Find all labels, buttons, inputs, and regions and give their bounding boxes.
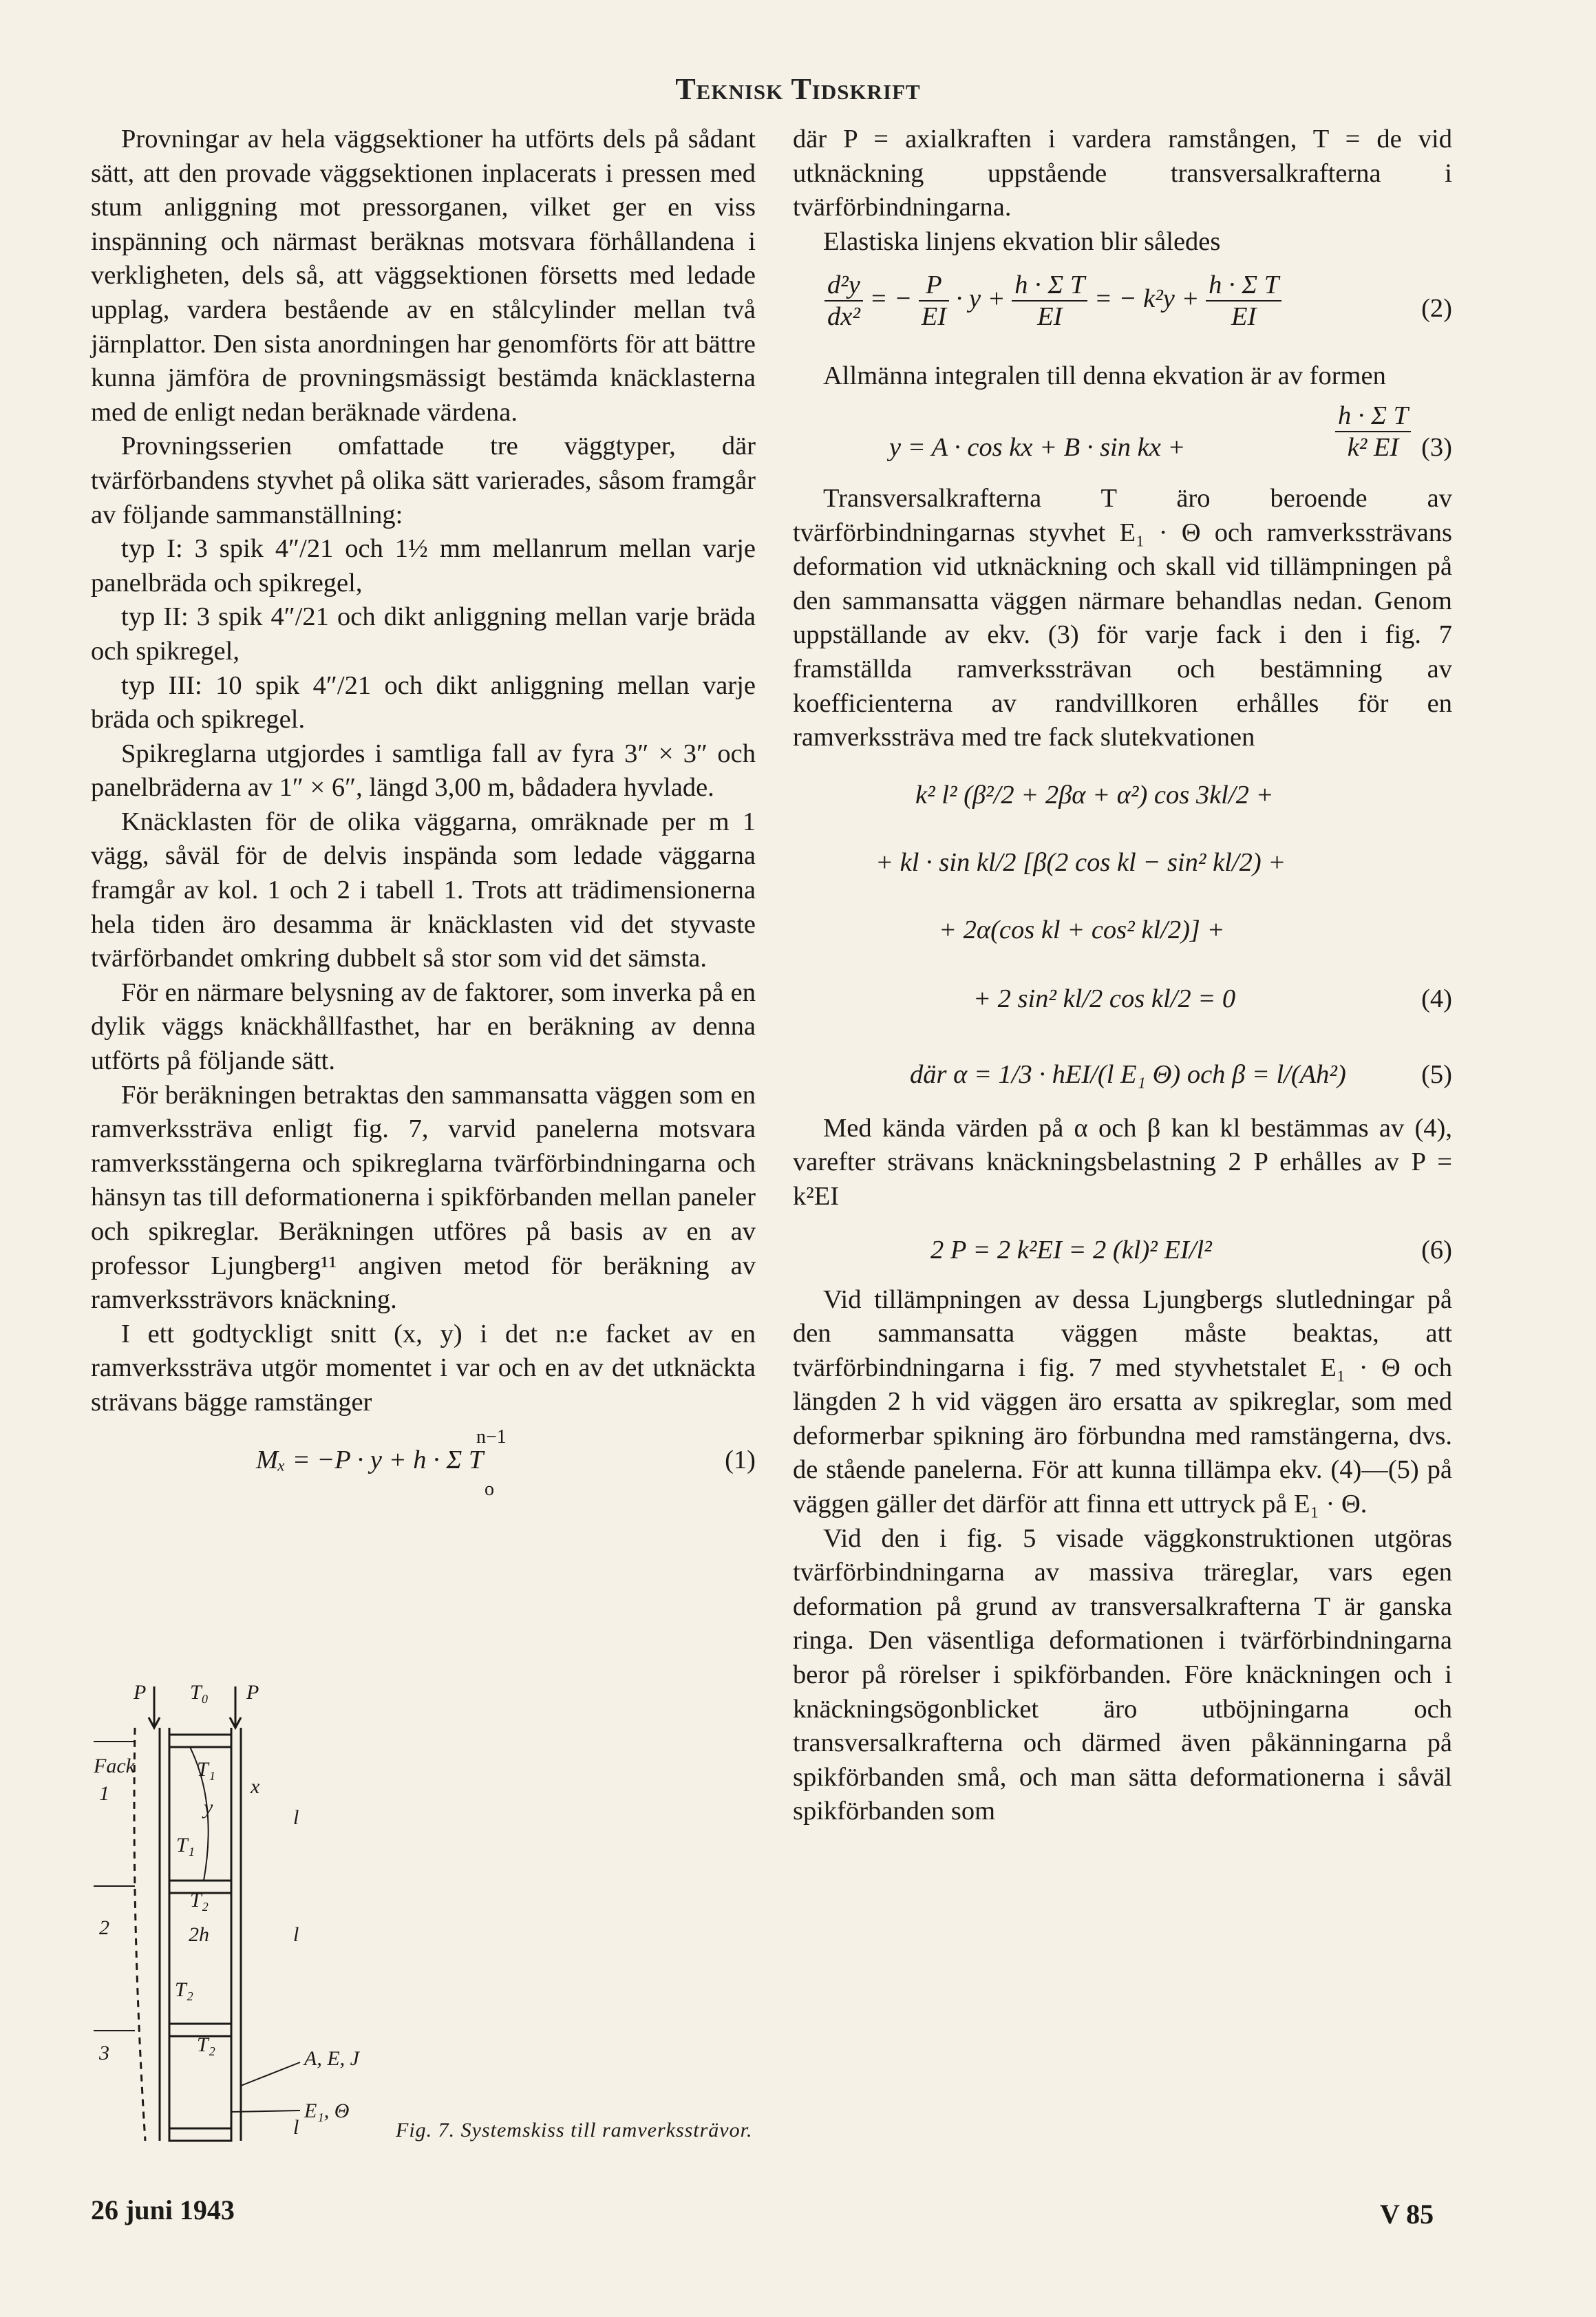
equation-text: 2 P = 2 k²EI = 2 (kl)² EI/l² xyxy=(930,1235,1212,1265)
paragraph: typ I: 3 spik 4″/21 och 1½ mm mellanrum mellan varje panelbräda och spikregel, xyxy=(91,534,756,597)
paragraph: Med kända värden på α och β kan kl bestämmas av (4), varefter strävans knäckningsbelastning 2 P erhålles av P = k²EI xyxy=(793,1113,1452,1211)
diagram-label: T₂ xyxy=(197,2033,216,2056)
paragraph: Provningar av hela väggsektioner ha utförts dels på sådant sätt, att den provade väggsektionen inplacerats i pressen med stum anliggning mot pressorganen, vilket ger en viss inspänning och närmast beräknas motsvara förhållandena i verkligheten, dels så, att väggsektionen försetts med ledade upplag, vardera bestående av en stålcylinder mellan två järnplattor. Den sista anordningen har genomförts för att bättre kunna jämföra de provningsmässigt bestämda knäcklasterna med de enligt nedan beräknade värdena. xyxy=(91,125,756,427)
equation-line: + kl · sin kl/2 [β(2 cos kl − sin² kl/2) + xyxy=(875,847,1286,877)
diagram-label: Fack xyxy=(94,1755,135,1777)
paragraph: För beräkningen betraktas den sammansatta väggen som en ramverkssträva enligt fig. 7, varvid panelerna motsvara ramverksstängerna och spikreglarna tvärförbindningarna och hänsyn tas till deformationerna i spikförbanden mellan paneler och spikreglar. Beräkningen utföres på basis av en av professor Ljungberg¹¹ angiven metod för beräkning av ramverkssträvors knäckning. xyxy=(91,1080,756,1315)
equation-text: y = A · cos kx + B · sin kx + xyxy=(889,432,1186,462)
diagram-label: A, E, J xyxy=(304,2047,359,2070)
equation-2: $\frac{\text{d²y}}{\text{dx²}}$ = − $\frac{P}{EI}$ · y + $\frac{\text{h · Σ T}}{EI}$ = − k²y + $\frac{\text{h · Σ T}}{EI}$ (2) xyxy=(824,262,1452,355)
paragraph: Allmänna integralen till denna ekvation är av formen xyxy=(823,361,1386,391)
diagram-label: y xyxy=(204,1796,213,1819)
paragraph: Vid den i fig. 5 visade väggkonstruktionen utgöras tvärförbindningarna av massiva träreglar, vars egen deformation på grund av transversalkrafterna T är ganska ringa. Den väsentliga deformationen i tvärförbindningarna beror på rörelser i spikförbanden. Före knäckningen och i knäckningsögonblicket äro utböjningarna och transversalkrafterna och därmed även påkänningarna på spikförbanden små, och man sätta deformationerna i såväl spikförbanden som xyxy=(793,1523,1452,1826)
equation-number: (5) xyxy=(1421,1059,1452,1089)
equation-line: k² l² (β²/2 + 2βα + α²) cos 3kl/2 + xyxy=(915,780,1274,810)
diagram-label: P xyxy=(134,1681,147,1704)
paragraph: Vid tillämpningen av dessa Ljungbergs slutledningar på den sammansatta väggen måste beaktas, att tvärförbindningarna i fig. 7 med styvhetstalet E₁ · Θ och längden 2 h vid väggen äro ersatta av spikreglar, som med deformerbar spikning äro förbundna med ramstängerna, dvs. de stående panelerna. För att kunna tillämpa ekv. (4)—(5) på väggen gäller det därför att finna ett uttryck på E₁ · Θ. xyxy=(793,1284,1452,1519)
figure-caption: Fig. 7. Systemskiss till ramverkssträvor. xyxy=(396,2119,753,2141)
diagram-label: T₀ xyxy=(190,1681,209,1704)
equation-4 xyxy=(793,765,1452,1040)
equation-number: (6) xyxy=(1421,1235,1452,1265)
diagram-label: l xyxy=(293,2116,299,2139)
equation-text: där α = 1/3 · hEI/(l E₁ Θ) och β = l/(Ah²) xyxy=(910,1059,1346,1089)
diagram-label: T₁ xyxy=(197,1758,216,1781)
diagram-label: P xyxy=(246,1681,259,1704)
diagram-label: 1 xyxy=(99,1782,109,1805)
paragraph: För en närmare belysning av de faktorer, som inverka på en dylik väggs knäckhållfasthet, har en beräkning av denna utförts på följande sätt. xyxy=(91,977,756,1076)
diagram-label: l xyxy=(293,1923,299,1946)
frame-diagram xyxy=(94,1680,479,2148)
diagram-label: 2 xyxy=(99,1916,109,1939)
paragraph: typ III: 10 spik 4″/21 och dikt anliggning mellan varje bräda och spikregel. xyxy=(91,670,756,734)
masthead: Teknisk Tidskrift xyxy=(675,72,921,106)
equation-1 xyxy=(256,1423,756,1500)
sum-lower: o xyxy=(485,1478,494,1500)
equation-line: + 2α(cos kl + cos² kl/2)] + xyxy=(939,915,1225,944)
paragraph: Provningsserien omfattade tre väggtyper, där tvärförbandens styvhet på olika sätt varierades, såsom framgår av följande sammanställning: xyxy=(91,432,756,529)
equation-number: (4) xyxy=(1421,984,1452,1013)
paragraph: där P = axialkraften i vardera ramstången, T = de vid utknäckning uppstående transversalkrafterna i tvärförbindningarna. xyxy=(793,125,1452,222)
left-column xyxy=(91,123,756,1500)
equation-number: (1) xyxy=(725,1445,756,1474)
figure-7 xyxy=(94,1680,672,2148)
paragraph: Spikreglarna utgjordes i samtliga fall av fyra 3″ × 3″ och panelbräderna av 1″ × 6″, längd 3,00 m, bådadera hyvlade. xyxy=(91,739,756,803)
equation-5 xyxy=(910,1044,1452,1108)
diagram-label: 2h xyxy=(189,1923,209,1946)
equation-number: (3) xyxy=(1421,432,1452,462)
diagram-label: T₂ xyxy=(190,1889,209,1912)
equation-3: y = A · cos kx + B · sin kx + h · Σ T k² EI (3) xyxy=(889,396,1452,478)
diagram-label: 3 xyxy=(99,2042,109,2064)
diagram-label: l xyxy=(293,1806,299,1829)
sum-upper: n−1 xyxy=(476,1426,507,1448)
footer-date: 26 juni 1943 xyxy=(91,2194,235,2225)
paragraph: Elastiska linjens ekvation blir således xyxy=(823,226,1221,256)
diagram-label: T₁ xyxy=(176,1834,195,1856)
diagram-label: E₁, Θ xyxy=(304,2099,350,2122)
equation-number: (2) xyxy=(1421,294,1452,324)
paragraph: Transversalkrafterna T äro beroende av tvärförbindningarnas styvhet E₁ · Θ och ramverkssträvans deformation vid utknäckning och skall vid tillämpningen på den sammansatta väggen närmare behandlas nedan. Genom uppställande av ekv. (3) för varje fack i den i fig. 7 framställda ramverkssträvan och bestämning av koefficienterna av randvillkoren erhålles för en ramverkssträva med tre fack slutekvationen xyxy=(793,483,1452,752)
page-number: V 85 xyxy=(1380,2199,1434,2230)
paragraph: typ II: 3 spik 4″/21 och dikt anliggning mellan varje bräda och spikregel, xyxy=(91,602,756,666)
diagram-label: x xyxy=(251,1775,260,1798)
equation-6 xyxy=(930,1217,1452,1279)
equation-text: Mₓ = −P · y + h · Σ T xyxy=(256,1445,484,1474)
paragraph: Knäcklasten för de olika väggarna, omräknade per m 1 vägg, såväl för de delvis inspända som ledade väggarna framgår av kol. 1 och 2 i tabell 1. Trots att trädimensionerna hela tiden äro desamma är knäcklasten vid det styvaste tvärförbandet omkring dubbelt så stor som vid det sämsta. xyxy=(91,807,756,973)
paragraph: I ett godtyckligt snitt (x, y) i det n:e facket av en ramverkssträva utgör momentet i var och en av det utknäckta strävans bägge ramstänger xyxy=(91,1319,756,1417)
equation-line: + 2 sin² kl/2 cos kl/2 = 0 xyxy=(973,984,1236,1013)
right-column xyxy=(793,123,1452,1829)
diagram-label: T₂ xyxy=(175,1978,194,2001)
